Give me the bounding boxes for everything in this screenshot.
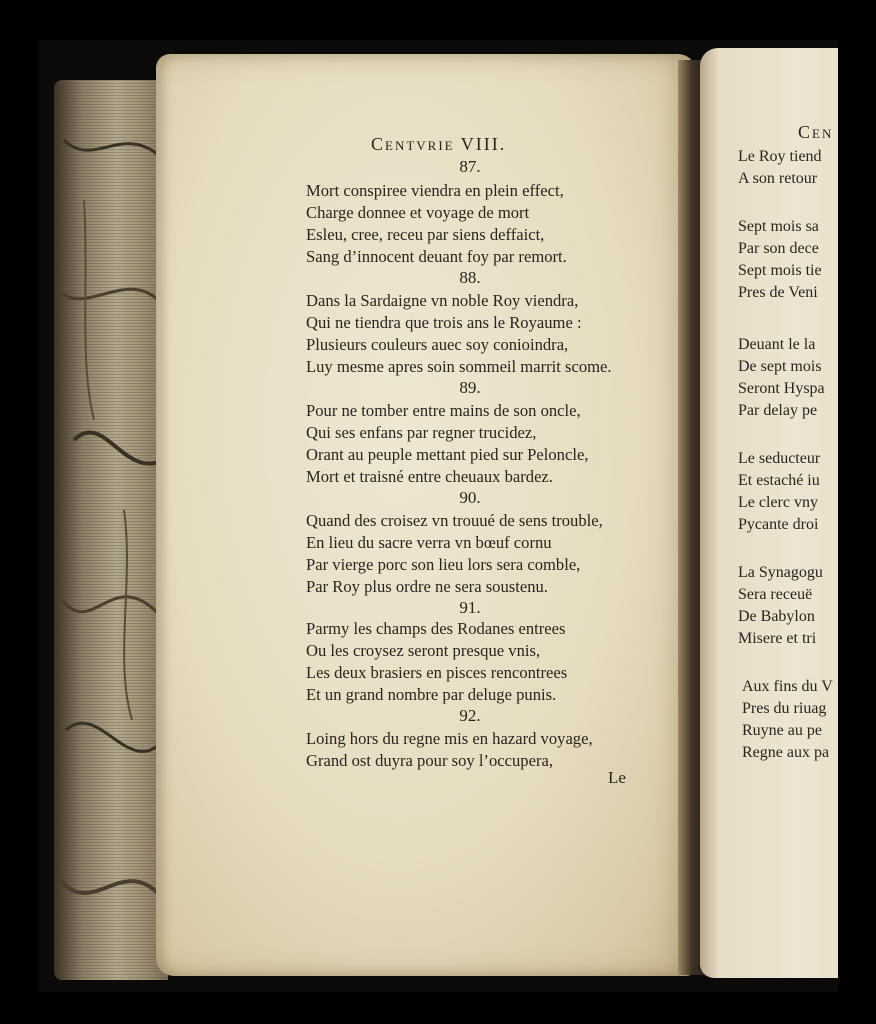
- verse-line: Charge donnee et voyage de mort: [306, 203, 530, 222]
- verse-line: Quand des croisez vn trouué de sens trouble,: [306, 511, 603, 530]
- verse-line: Les deux brasiers en pisces rencontrees: [306, 663, 568, 682]
- verse-line: Pycante droi: [738, 516, 819, 533]
- verse-line: Et un grand nombre par deluge punis.: [306, 685, 557, 704]
- verse-line: Mort et traisné entre cheuaux bardez.: [306, 467, 553, 486]
- verse-line: Et estaché iu: [738, 472, 820, 489]
- verse-line: Sept mois tie: [738, 262, 822, 279]
- marble-pattern: [54, 80, 168, 980]
- catchword: Le: [608, 768, 626, 787]
- verse-line: Regne aux pa: [742, 744, 830, 761]
- quatrain-number: 89.: [459, 378, 481, 397]
- right-running-head: Cen: [798, 122, 834, 142]
- marbled-fore-edge: [54, 80, 168, 980]
- verse-line: Loing hors du regne mis en hazard voyage,: [306, 729, 593, 748]
- verse-line: Luy mesme apres soin sommeil marrit scome.: [306, 357, 612, 376]
- verse-line: La Synagogu: [738, 564, 823, 581]
- verse-line: Par Roy plus ordre ne sera soustenu.: [306, 577, 548, 596]
- verse-line: Qui ses enfans par regner trucidez,: [306, 423, 537, 442]
- verse-line: A son retour: [738, 170, 818, 187]
- verse-line: De sept mois: [738, 358, 822, 375]
- verse-line: Pres de Veni: [738, 284, 818, 301]
- verse-line: Par son dece: [738, 240, 819, 257]
- verse-line: Aux fins du V: [742, 678, 833, 695]
- right-page-text: [700, 0, 836, 1024]
- verse-line: Par delay pe: [738, 402, 818, 419]
- verse-line: De Babylon: [738, 608, 815, 625]
- verse-line: En lieu du sacre verra vn bœuf cornu: [306, 533, 552, 552]
- quatrain-number: 87.: [459, 157, 481, 176]
- verse-line: Parmy les champs des Rodanes entrees: [306, 619, 566, 638]
- verse-line: Le clerc vny: [738, 494, 818, 511]
- verse-line: Sera receuë: [738, 586, 813, 603]
- verse-line: Grand ost duyra pour soy l’occupera,: [306, 751, 553, 770]
- verse-line: Ou les croysez seront presque vnis,: [306, 641, 541, 660]
- quatrain-number: 88.: [459, 268, 481, 287]
- verse-line: Sept mois sa: [738, 218, 819, 235]
- running-head: Centvrie VIII.: [371, 134, 507, 154]
- quatrain-number: 90.: [459, 488, 481, 507]
- verse-line: Qui ne tiendra que trois ans le Royaume :: [306, 313, 582, 332]
- verse-line: Seront Hyspa: [738, 380, 825, 397]
- verse-line: Par vierge porc son lieu lors sera comble,: [306, 555, 581, 574]
- verse-line: Misere et tri: [738, 630, 817, 647]
- verse-line: Pour ne tomber entre mains de son oncle,: [306, 401, 581, 420]
- verse-line: Pres du riuag: [742, 700, 827, 717]
- verse-line: Orant au peuple mettant pied sur Peloncle,: [306, 445, 589, 464]
- verse-line: Plusieurs couleurs auec soy conioindra,: [306, 335, 569, 354]
- verse-line: Le seducteur: [738, 450, 821, 467]
- verse-line: Sang d’innocent deuant foy par remort.: [306, 247, 567, 266]
- verse-line: Mort conspiree viendra en plein effect,: [306, 181, 564, 200]
- verse-line: Deuant le la: [738, 336, 816, 353]
- quatrain-number: 92.: [459, 706, 481, 725]
- verse-line: Le Roy tiend: [738, 148, 822, 165]
- quatrain-number: 91.: [459, 598, 481, 617]
- verse-line: Ruyne au pe: [742, 722, 822, 739]
- verse-line: Esleu, cree, receu par siens deffaict,: [306, 225, 545, 244]
- verse-line: Dans la Sardaigne vn noble Roy viendra,: [306, 291, 579, 310]
